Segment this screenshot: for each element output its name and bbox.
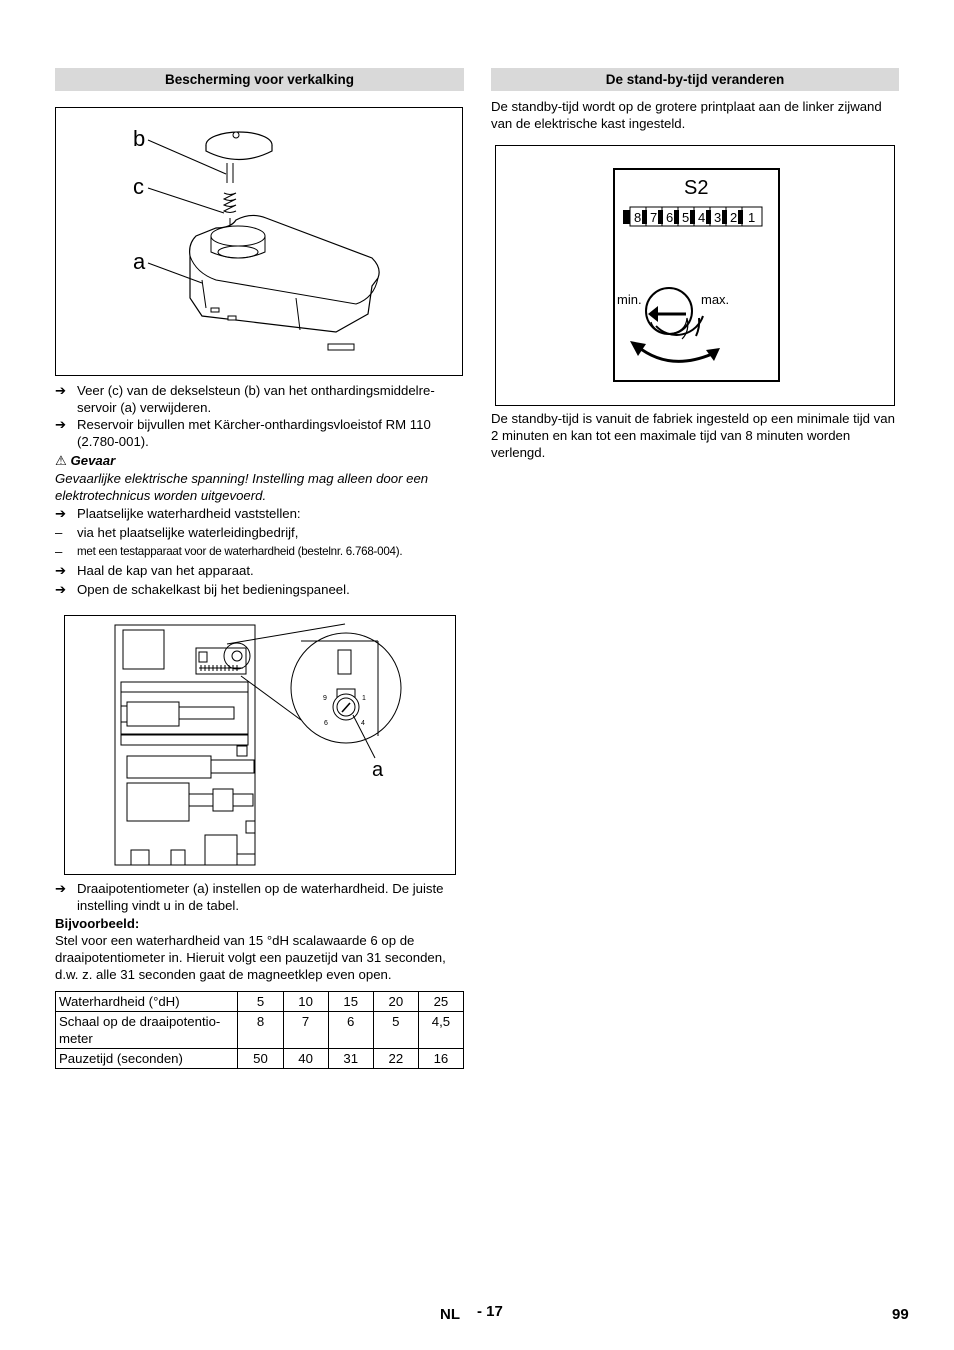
table-row: Schaal op de draaipotentiometer 8 7 6 5 4,5 xyxy=(56,1012,464,1049)
digit-3: 3 xyxy=(714,210,722,225)
s2-dial-illustration xyxy=(496,146,894,405)
left-column xyxy=(55,68,464,1069)
footer-lang: NL xyxy=(440,1306,460,1323)
step-open-switchbox: ➔ Open de schakelkast bij het bedieningspaneel. xyxy=(55,582,350,597)
control-board-illustration xyxy=(65,616,455,874)
step-remove-cover: ➔ Haal de kap van het apparaat. xyxy=(55,563,254,578)
figure-reservoir xyxy=(55,107,463,376)
standby-intro: De standby-tijd wordt op de grotere printplaat aan de linker zijwand van de elektrische kast ingesteld. xyxy=(491,99,882,131)
label-c: c xyxy=(133,174,144,199)
s2-title: S2 xyxy=(684,177,709,199)
arrow-right-icon: ➔ xyxy=(55,417,67,432)
digit-4: 4 xyxy=(698,210,706,225)
arrow-right-icon: ➔ xyxy=(55,383,67,398)
digit-2: 2 xyxy=(730,210,738,225)
right-column xyxy=(491,68,899,461)
table-row: Pauzetijd (seconden) 50 40 31 22 16 xyxy=(56,1049,464,1069)
digit-6: 6 xyxy=(666,210,674,225)
label-a-potentiometer: a xyxy=(372,759,384,781)
digit-5: 5 xyxy=(682,210,690,225)
arrow-right-icon: ➔ xyxy=(55,582,67,597)
scale-mark-1: 1 xyxy=(362,695,366,702)
figure-s2-dial xyxy=(495,145,895,406)
dash-item-test-device: – met een testapparaat voor de waterhardheid (bestelnr. 6.768-004). xyxy=(55,544,403,559)
scale-mark-9: 9 xyxy=(323,695,327,702)
scale-mark-4: 4 xyxy=(361,720,365,727)
label-b: b xyxy=(133,126,146,151)
section-heading-descaling: Bescherming voor verkalking xyxy=(55,68,464,91)
arrow-right-icon: ➔ xyxy=(55,881,67,896)
step-refill-reservoir: ➔ Reservoir bijvullen met Kärcher-onthardingsvloeistof RM 110 (2.780-001). xyxy=(55,417,431,449)
step-determine-hardness: ➔ Plaatselijke waterhardheid vaststellen: xyxy=(55,506,301,521)
standby-outro: De standby-tijd is vanuit de fabriek ingesteld op een minimale tijd van 2 minuten en kan tot een maximale tijd van 8 minuten worden verlengd. xyxy=(491,411,895,460)
warning-triangle-icon: ⚠ xyxy=(55,453,67,468)
digit-1: 1 xyxy=(748,210,756,225)
digit-7: 7 xyxy=(650,210,658,225)
footer-page-number: 99 xyxy=(892,1306,909,1323)
warning-title: ⚠ Gevaar xyxy=(55,453,116,468)
arrow-right-icon: ➔ xyxy=(55,563,67,578)
section-heading-standby: De stand-by-tijd veranderen xyxy=(491,68,899,91)
step-remove-spring: ➔ Veer (c) van de dekselsteun (b) van het onthardingsmiddelreservoir (a) verwijderen. xyxy=(55,383,435,415)
digit-8: 8 xyxy=(634,210,642,225)
example-title: Bijvoorbeeld: xyxy=(55,916,140,931)
footer-local-page: - 17 xyxy=(477,1303,503,1320)
label-max: max. xyxy=(701,292,730,307)
label-min: min. xyxy=(617,292,642,307)
hardness-table xyxy=(55,991,464,1069)
warning-text: Gevaarlijke elektrische spanning! Instelling mag alleen door een elektrotechnicus worden uitgevoerd. xyxy=(55,471,429,503)
reservoir-illustration xyxy=(56,108,462,375)
scale-mark-6: 6 xyxy=(324,720,328,727)
step-set-potentiometer: ➔ Draaipotentiometer (a) instellen op de waterhardheid. De juiste instelling vindt u in de tabel. xyxy=(55,881,444,913)
figure-control-panel xyxy=(64,615,456,875)
dash-item-water-company: – via het plaatselijke waterleidingbedrijf, xyxy=(55,525,299,540)
table-row: Waterhardheid (°dH) 5 10 15 20 25 xyxy=(56,992,464,1012)
arrow-right-icon: ➔ xyxy=(55,506,67,521)
label-a: a xyxy=(133,249,146,274)
example-text: Stel voor een waterhardheid van 15 °dH scalawaarde 6 op de draaipotentiometer in. Hieruit volgt een pauzetijd van 31 seconden, d.w. z. alle 31 seconden gaat de magneetklep even open. xyxy=(55,933,446,982)
